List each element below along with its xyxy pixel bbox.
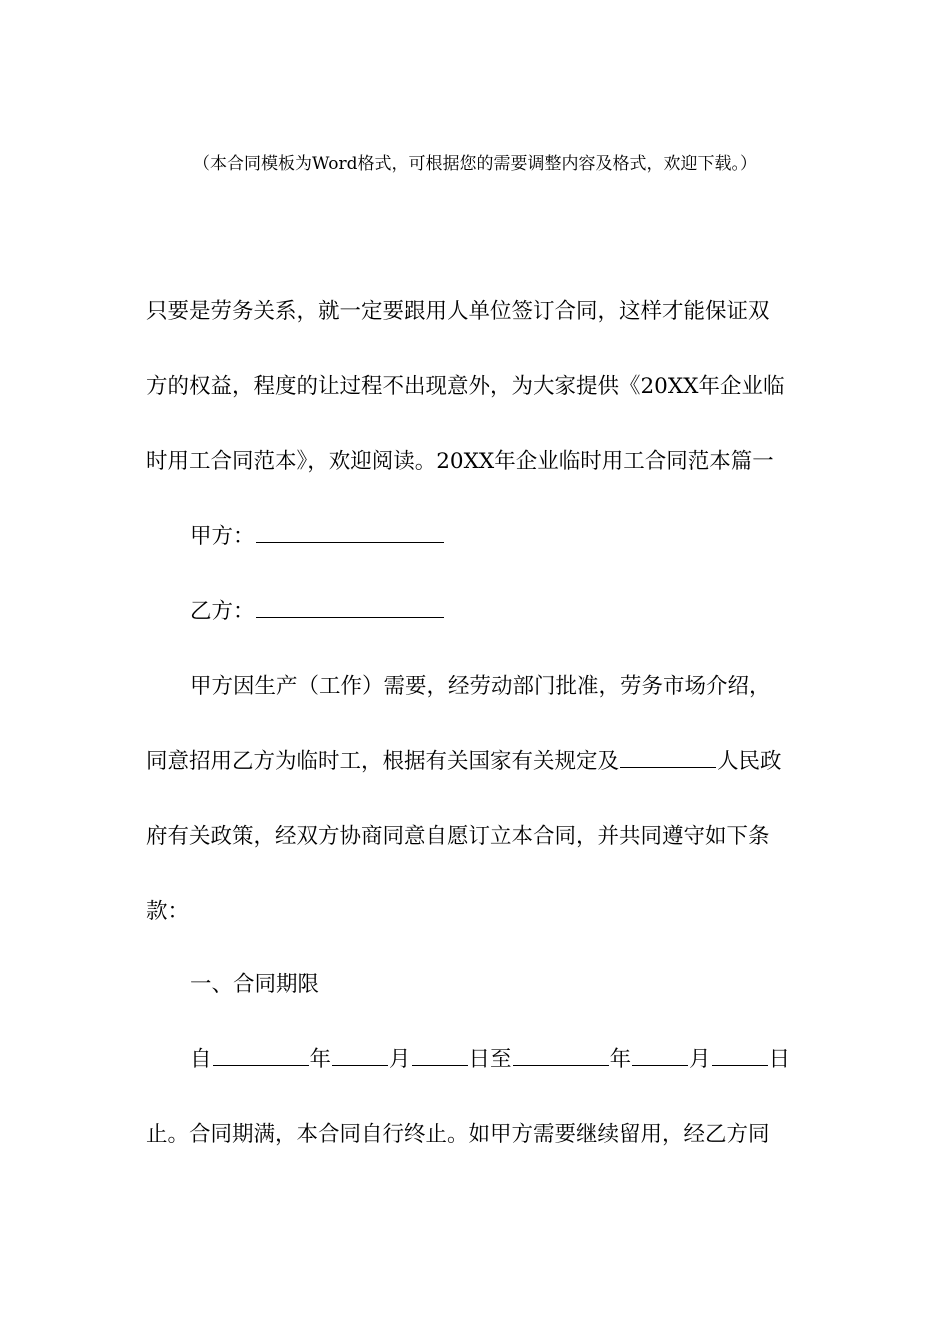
para1-line-2-post: 人民政 [717, 749, 782, 774]
end-day-blank[interactable] [712, 1045, 768, 1066]
start-year-blank[interactable] [213, 1045, 309, 1066]
para1-line-2-pre: 同意招用乙方为临时工，根据有关国家有关规定及 [146, 749, 620, 774]
intro-line-2: 方的权益，程度的让过程不出现意外，为大家提供《20XX年企业临 [146, 374, 785, 399]
term-month-1: 月 [389, 1047, 411, 1072]
para1-line-1: 甲方因生产（工作）需要，经劳动部门批准，劳务市场介绍， [190, 674, 771, 699]
term-line-1 [190, 1045, 790, 1075]
term-day-to: 日至 [468, 1047, 512, 1072]
para1-line-4: 款： [146, 899, 190, 924]
term-year-1: 年 [309, 1047, 332, 1072]
term-line-2: 止。合同期满，本合同自行终止。如甲方需要继续留用，经乙方同 [146, 1122, 770, 1147]
section1-title: 一、合同期限 [190, 972, 320, 997]
template-note: （本合同模板为Word格式，可根据您的需要调整内容及格式，欢迎下载。） [192, 154, 758, 174]
start-month-blank[interactable] [332, 1045, 388, 1066]
party-a-label: 甲方： [190, 524, 255, 549]
party-b-line [190, 597, 445, 627]
start-day-blank[interactable] [412, 1045, 468, 1066]
term-day-end: 日 [768, 1047, 791, 1072]
term-month-2: 月 [689, 1047, 711, 1072]
para1-line-3: 府有关政策，经双方协商同意自愿订立本合同，并共同遵守如下条 [146, 824, 770, 849]
end-month-blank[interactable] [632, 1045, 688, 1066]
term-year-2: 年 [609, 1047, 632, 1072]
intro-line-3: 时用工合同范本》，欢迎阅读。20XX年企业临时用工合同范本篇一 [146, 449, 774, 474]
party-a-blank[interactable] [256, 522, 444, 543]
party-b-blank[interactable] [256, 597, 444, 618]
government-blank[interactable] [620, 747, 716, 768]
intro-line-1: 只要是劳务关系，就一定要跟用人单位签订合同，这样才能保证双 [146, 299, 770, 324]
term-from: 自 [190, 1047, 212, 1072]
party-a-line [190, 522, 445, 552]
end-year-blank[interactable] [513, 1045, 609, 1066]
party-b-label: 乙方： [190, 599, 255, 624]
para1-line-2 [146, 747, 782, 777]
